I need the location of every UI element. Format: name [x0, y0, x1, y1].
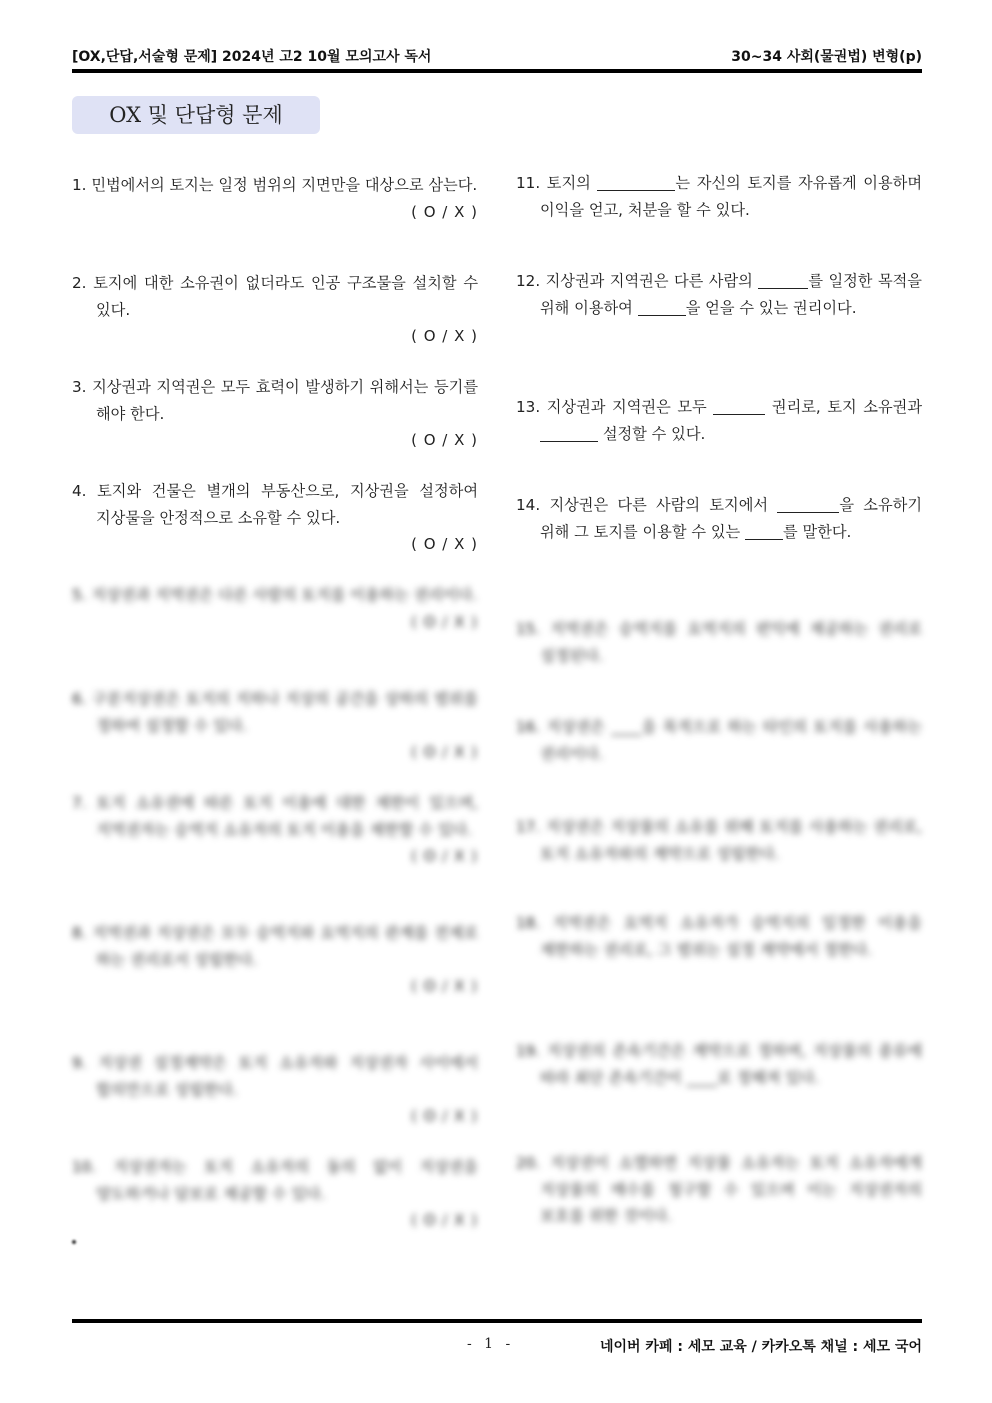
question-19 — [516, 1038, 922, 1091]
page-footer — [72, 1336, 922, 1358]
question-text-mid: 권리로, 토지 소유권과 — [765, 398, 922, 416]
question-text: 18. 지역권은 요역지 소유자가 승역지의 일정한 이용을 제한하는 권리로, 그 범위는 설정 계약에서 정한다. — [516, 914, 922, 959]
question-text-post: 는 자신의 토지를 자유롭게 이용하며 이익을 얻고, 처분을 할 수 있다. — [540, 174, 922, 219]
question-text: 2. 토지에 대한 소유권이 없더라도 인공 구조물을 설치할 수 있다. — [72, 274, 478, 319]
question-text: 3. 지상권과 지역권은 모두 효력이 발생하기 위해서는 등기를 해야 한다. — [72, 378, 478, 423]
answer-blank — [745, 523, 783, 540]
question-text: 10. 지상권자는 토지 소유자의 동의 없이 지상권을 양도하거나 담보로 제공할 수 있다. — [72, 1158, 478, 1203]
question-text: 15. 지역권은 승역지를 요역지의 편익에 제공하는 권리로 설정된다. — [516, 620, 922, 665]
question-6 — [72, 686, 478, 765]
question-12 — [516, 268, 922, 321]
question-7 — [72, 790, 478, 869]
header-right: 30~34 사회(물권법) 변형(p) — [731, 49, 922, 65]
question-1 — [72, 172, 478, 225]
question-text: 5. 지상권과 지역권은 다른 사람의 토지를 이용하는 권리이다. — [72, 586, 478, 604]
question-4 — [72, 478, 478, 557]
answer-blank — [758, 272, 808, 289]
question-text — [516, 492, 922, 545]
header-rule — [72, 69, 922, 73]
question-2 — [72, 270, 478, 349]
ox-mark: ( O / X ) — [411, 612, 478, 631]
question-text: 20. 지상권이 소멸하면 지상물 소유자는 토지 소유자에게 지상물의 매수를 청구할 수 있으며 이는 지상권자의 보호를 위한 것이다. — [516, 1154, 922, 1225]
question-13 — [516, 394, 922, 447]
question-17 — [516, 814, 922, 867]
question-20 — [516, 1150, 922, 1230]
answer-blank — [713, 398, 765, 415]
question-text-post: 을 얻을 수 있는 권리이다. — [685, 298, 857, 317]
answer-blank — [540, 425, 598, 442]
question-10 — [72, 1154, 478, 1233]
question-text-pre: 13. 지상권과 지역권은 모두 — [516, 398, 714, 416]
question-text — [516, 268, 922, 321]
answer-blank — [638, 299, 686, 316]
question-text: 6. 구분지상권은 토지의 지하나 지상의 공간을 상하의 범위를 정하여 설정할 수 있다. — [72, 690, 478, 735]
question-text-mid: 를 일정한 목적을 위해 이용하여 — [540, 272, 922, 317]
question-5 — [72, 582, 478, 635]
ox-mark: ( O / X ) — [411, 327, 478, 345]
header-left: [OX,단답,서술형 문제] 2024년 고2 10월 모의고사 독서 — [72, 49, 432, 65]
page-header — [72, 44, 922, 68]
ox-mark: ( O / X ) — [411, 847, 478, 865]
question-text-post: 설정할 수 있다. — [598, 424, 706, 443]
question-text-mid: 을 소유하기 위해 그 토지를 이용할 수 있는 — [540, 496, 922, 541]
footer-rule — [72, 1319, 922, 1323]
answer-blank — [597, 174, 675, 191]
ox-mark: ( O / X ) — [411, 535, 478, 553]
question-15 — [516, 616, 922, 669]
question-3 — [72, 374, 478, 453]
question-14 — [516, 492, 922, 545]
bullet-dot — [72, 1240, 76, 1244]
question-text: 17. 지상권은 지상물의 소유를 위해 토지를 사용하는 권리로, 토지 소유자와의 계약으로 성립한다. — [516, 818, 922, 863]
ox-mark: ( O / X ) — [411, 431, 478, 449]
ox-mark: ( O / X ) — [411, 202, 478, 221]
question-text — [516, 394, 922, 447]
page-number: - 1 - — [467, 1336, 515, 1352]
question-8 — [72, 920, 478, 999]
ox-mark: ( O / X ) — [411, 977, 478, 995]
question-11 — [516, 170, 922, 223]
footer-channel-info: 네이버 카페 : 세모 교육 / 카카오톡 채널 : 세모 국어 — [599, 1339, 922, 1355]
section-title: OX 및 단답형 문제 — [72, 96, 320, 134]
question-text-pre: 14. 지상권은 다른 사람의 토지에서 — [516, 496, 778, 514]
question-18 — [516, 910, 922, 963]
question-9 — [72, 1050, 478, 1129]
ox-mark: ( O / X ) — [411, 743, 478, 761]
question-text: 19. 지상권의 존속기간은 계약으로 정하며, 지상물의 종류에 따라 최단 존속기간이 ____로 정해져 있다. — [516, 1042, 922, 1087]
question-text-pre: 12. 지상권과 지역권은 다른 사람의 — [516, 272, 759, 290]
answer-blank — [777, 496, 839, 513]
question-text: 9. 지상권 설정계약은 토지 소유자와 지상권자 사이에서 합의만으로 성립한다. — [72, 1054, 478, 1099]
question-text — [516, 170, 922, 223]
question-text: 8. 지역권과 지상권은 모두 승역지와 요역지의 관계를 전제로 하는 권리로서 성립한다. — [72, 924, 478, 969]
ox-mark: ( O / X ) — [411, 1211, 478, 1229]
question-text: 7. 토지 소유권에 따른 토지 이용에 대한 제한이 있으며, 지역권자는 승역지 소유자의 토지 이용을 제한할 수 있다. — [72, 794, 478, 839]
question-text-post: 를 말한다. — [783, 522, 852, 541]
question-text: 16. 지상권은 ____을 목적으로 하는 타인의 토지를 사용하는 권리이다. — [516, 718, 922, 763]
question-text: 4. 토지와 건물은 별개의 부동산으로, 지상권을 설정하여 지상물을 안정적으로 소유할 수 있다. — [72, 482, 478, 527]
question-16 — [516, 714, 922, 767]
question-text: 1. 민법에서의 토지는 일정 범위의 지면만을 대상으로 삼는다. — [72, 176, 478, 194]
question-text-pre: 11. 토지의 — [516, 174, 598, 192]
ox-mark: ( O / X ) — [411, 1107, 478, 1125]
